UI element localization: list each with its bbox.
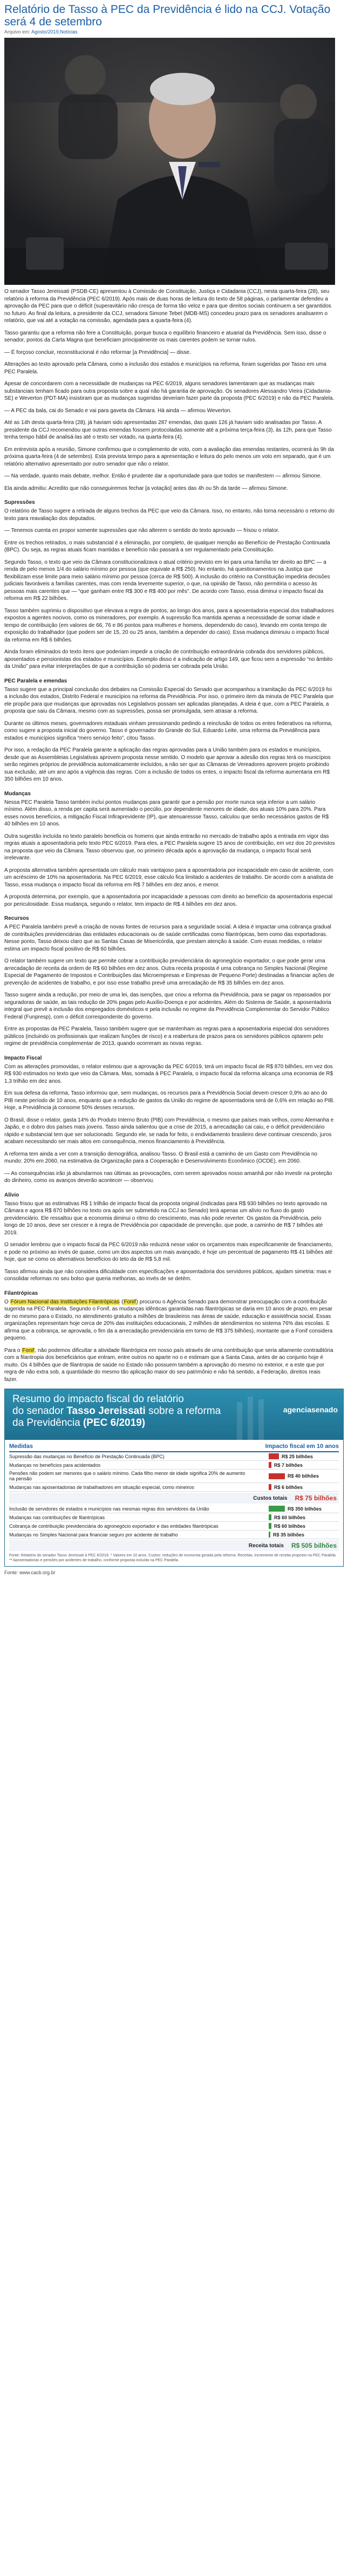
quote: — Na verdade, quanto mais debate, melhor. Então é prudente dar a oportunidade para que todos se manifestem — afirmou Simone. bbox=[4, 473, 322, 479]
impact-value bbox=[269, 1453, 339, 1459]
impact-value bbox=[269, 1514, 339, 1520]
impact-value-text: R$ 25 bilhões bbox=[282, 1453, 313, 1459]
title-line bbox=[12, 1417, 221, 1429]
infographic-notes: Fonte: Relatório do senador Tasso Jereissati à PEC 6/2019. * Valores em 10 anos. Custos: reduções de economia gerada pela reforma. Receitas: incremento de receita proposto na PEC Paralela. ** Aposentadorias e pensões por acidentes de trabalho, conforme proposta incluída na PEC Paralela. bbox=[9, 1554, 337, 1562]
impact-bar bbox=[269, 1453, 279, 1459]
total-value: R$ 75 bilhões bbox=[295, 1494, 337, 1502]
source-footer: Fonte: www.cacb.org.br bbox=[4, 1570, 56, 1575]
impact-row bbox=[9, 1522, 339, 1530]
infographic bbox=[4, 1389, 344, 1567]
impact-value bbox=[269, 1532, 339, 1538]
paragraph: Alterações ao texto aprovado pela Câmara, como a inclusão dos estados e municípios na reforma, foram sugeridas por Tasso em uma PEC Paralela. bbox=[4, 361, 326, 375]
paragraph: Ainda foram eliminados do texto itens que poderiam impedir a criação de contribuição extraordinária cobrada dos servidores públicos, aposentados e pensionistas dos estados e municípios. Exemplo disso é a indicação de artigo 149, que ficou sem a expressão “no âmbito da União” para evitar interpretações de que a contribuição só poderia ser cobrada pela União. bbox=[4, 649, 333, 669]
paragraph bbox=[4, 1299, 335, 1342]
impact-value-text: R$ 60 bilhões bbox=[274, 1523, 306, 1529]
column-header: Medidas bbox=[9, 1443, 33, 1450]
article-title: Relatório de Tasso à PEC da Previdência é lido na CCJ. Votação será 4 de setembro bbox=[4, 3, 331, 28]
section-heading: Supressões bbox=[4, 500, 35, 505]
measure-label: Mudanças no benefícios para acidentados bbox=[9, 1462, 101, 1468]
text: ( bbox=[120, 1299, 124, 1305]
title-part: da Previdência bbox=[12, 1417, 83, 1429]
paragraph: A proposta determina, por exemplo, que a aposentadoria por incapacidade a pessoas com direito ao benefício da aposentadoria especial por periculosidade. Essa mudança, segundo o relator, tem impacto de R$ 4 bilhões em dez anos. bbox=[4, 894, 333, 907]
paragraph: Com as alterações promovidas, o relator estimou que a aprovação da PEC 6/2019, terá um impacto fiscal de R$ 870 bilhões, em vez dos R$ 930 estimados no texto que veio da Câmara. Mas, somada à PEC Paralela, o impacto fiscal da reforma alcança uma economia de R$ 1,3 trilhão em dez anos. bbox=[4, 1063, 333, 1084]
impact-value bbox=[269, 1506, 339, 1512]
paragraph: Durante os últimos meses, governadores estaduais vinham pressionando pedindo a reinclusão de todos os entes federativos na reforma, como sugere a proposta inicial do governo. Tasso é governador do Grande do Sul, Eduardo Leite, uma reforma da Previdência para estados e municípios significa “mero serviço feito”, citou Tasso. bbox=[4, 720, 333, 741]
paragraph: Tasso garantiu que a reforma não fere a Constituição, porque busca o equilíbrio financeiro e atuarial da Previdência. Sem isso, disse o senador, pontos da Carta Magna que beneficiam principalmente os mais carentes podem se tornar nulos. bbox=[4, 330, 326, 343]
title-part: sobre a reforma bbox=[145, 1405, 221, 1417]
impact-bar bbox=[269, 1523, 271, 1529]
paragraph: Tasso afirmou ainda que não considera dificuldade com especificações e aposentadoria dos servidores públicos, ajudam simetria: mas e consolidar reformas no seu bolso que queria melhorias, ao invés de se detém. bbox=[4, 1268, 331, 1282]
impact-row bbox=[9, 1461, 339, 1470]
impact-row bbox=[9, 1505, 339, 1513]
paragraph: Apesar de concordarem com a necessidade de mudanças na PEC 6/2019, alguns senadores lamentaram que as mudanças mais substanciais tenham ficado para outra proposta sobre a qual não há garantia de aprovação. Os senadores Alessandro Vieira (Cidadania-SE) e Weverton (PDT-MA) insistiram que as mudanças sugeridas deveriam fazer parte da proposta (PEC 6/2019) e não da PEC Paralela. bbox=[4, 381, 335, 401]
impact-value-text: R$ 60 bilhões bbox=[274, 1514, 306, 1520]
infographic-body bbox=[5, 1440, 343, 1566]
column-header: Impacto fiscal em 10 anos bbox=[265, 1443, 339, 1450]
infographic-title bbox=[12, 1393, 221, 1429]
impact-row bbox=[9, 1513, 339, 1522]
impact-value-text: R$ 6 bilhões bbox=[274, 1484, 303, 1490]
paragraph: Nessa PEC Paralela Tasso também inclui pontos mudanças para garantir que a pensão por morte nunca seja inferior a um salário mínimo. Além disso, a renda per capita será aumentado o pecúlio, por dependente menores de idade, dos atuais 10% para 20%. Para esses novos benefícios, a mitigação Fiscal Infiraprevidente (IP), que atenuaressse Tasso, calculou que serão necessários gastos de R$ 40 bilhões em 10 anos. bbox=[4, 799, 329, 827]
total-label: Custos totais bbox=[253, 1495, 288, 1501]
impact-bar bbox=[269, 1484, 271, 1490]
impact-value-text: R$ 7 bilhões bbox=[274, 1462, 303, 1468]
impact-value-text: R$ 350 bilhões bbox=[288, 1506, 322, 1512]
highlight: Fonif bbox=[22, 1347, 35, 1354]
cost-total bbox=[9, 1493, 339, 1504]
impact-row bbox=[9, 1530, 339, 1539]
total-label: Receita totais bbox=[248, 1542, 284, 1549]
impact-bar bbox=[269, 1473, 285, 1479]
text: O bbox=[4, 1299, 10, 1305]
measure-label: Inclusão de servidores de estados e municípios nas mesmas regras dos servidores da União bbox=[9, 1506, 209, 1512]
title-line bbox=[12, 1405, 221, 1417]
measure-label: Pensões não podem ser menores que o salário mínimo. Cada filho menor de idade significa 20% de aumento na pensão bbox=[9, 1471, 245, 1481]
hero-photo bbox=[4, 38, 335, 285]
agencia-senado-logo: agenciasenado bbox=[283, 1405, 338, 1414]
paragraph: O senador Tasso Jereissati (PSDB-CE) apresentou à Comissão de Constituição, Justiça e Cidadania (CCJ), nesta quarta-feira (28), seu relatório à reforma da Previdência (PEC 6/2019). Após mais de duas horas de leitura do texto de 58 páginas, o parlamentar defendeu a aprovação da PEC para que o déficit (superavitário não cresça de forma tão veloz e para que direitos sociais continuem a ser garantidos no futuro. Ao final da leitura, a presidente da CCJ, senadora Simone Tebet (MDB-MS) concedeu prazo para os senadores analisarem o relatório, que vai até a votação na comissão, agendada para a quarta-feira (4). bbox=[4, 289, 331, 324]
revenue-total bbox=[9, 1540, 339, 1551]
measure-label: Supressão das mudanças no Benefício de Prestação Continuada (BPC) bbox=[9, 1453, 165, 1459]
paragraph: Em entrevista após a reunião, Simone confirmou que o complemento de voto, com a avaliação das emendas restantes, ocorrerá às 9h da próxima quarta-feira (4 de setembro). Esta prevista tempo para a apresentação e leitura do pelo menos um voto em separado, que é um relatório alternativo apresentado por outro senador que não o relator. bbox=[4, 446, 334, 467]
senator-photo-icon bbox=[4, 38, 335, 285]
paragraph: Por isso, a redação da PEC Paralela garante a aplicação das regras aprovadas para a União também para os estados e municípios, desde que as Assembleias Legislativas aprovem proposta nesse sentido. O modelo que aprovar a adesão dos regras terá os municípios serão regimes próprios de previdência automaticamente incluídos, a não ser que as Câmaras de Vereadores aprovem projeto proibindo sua exclusão, até um ano após a vigência das regras. Com a inclusão de todos os entes, o impacto fiscal da reforma aumentaria em R$ 350 bilhões em 10 anos. bbox=[4, 747, 331, 782]
measure-label: Mudanças no Simples Nacional para financiar seguro por acidente de trabalho bbox=[9, 1532, 178, 1538]
paragraph: Outra sugestão incluída no texto paralelo beneficia os homens que ainda entrarão no mercado de trabalho após a entrada em vigor das regras atuais a aposentadoria pelo texto PEC 6/2019. Para eles, a PEC Paralela sugere 15 anos de contribuição, em vez dos 20 previstos na proposta que veio da Câmara. Tasso observou que, no primeiro década após a aprovação da mudança, o impacto fiscal será irrelevante. bbox=[4, 833, 335, 861]
highlight: Fonif bbox=[124, 1299, 136, 1305]
paragraph: Entre as propostas da PEC Paralela, Tasso também sugere que se mantenham as regras para a aposentadoria especial dos servidores públicos (incluindo os profissionais que realizam funções de risco) e a reabertura de prazos para os servidores públicos optarem pelo regime de previdência complementar de 2013, quando ocorreram as novas regras. bbox=[4, 1026, 329, 1047]
paragraph: Tasso sugere que a principal conclusão dos debates na Comissão Especial do Senado que acompanhou a tramitação da PEC 6/2019 foi a inclusão dos estados, Distrito Federal e municípios na reforma da Previdência. Por isso, o primeiro item da minuta de PEC Paralela que ele propõe para que mudanças que aprovadas nos Legislativos possam ser aplicadas planejadas. A ideia é que, com a PEC Paralela, a proposta que saiu da Câmara, mesmo com as supressões, possa ser promulgada, sem atrasar a reforma. bbox=[4, 686, 334, 714]
paragraph: A PEC Paralela também prevê a criação de novas fontes de recursos para a seguridade social. A ideia é impactar uma cobrança gradual de contribuições previdenciárias das entidades educacionais ou de saúde certificadas como filantrópicas, bem como das exportadoras. Nesse ponto, Tasso deixou claro que as Santas Casas de Misericórdia, que prestam atenção à saúde. Com essas medidas, o relator estima um impacto fiscal positivo de R$ 60 bilhões. bbox=[4, 924, 331, 952]
category-link[interactable]: Agosto/2019,Notícias bbox=[31, 29, 78, 35]
impact-bar bbox=[269, 1506, 285, 1512]
impact-value bbox=[269, 1523, 339, 1529]
highlight: Fórum Nacional das Instituições Filantrópicas bbox=[10, 1299, 120, 1305]
paragraph: Tasso frisou que as estimativas R$ 1 trilhão de impacto fiscal da proposta original (indicadas para R$ 930 bilhões no texto aprovado na Câmara e agora R$ 870 bilhões no texto ora após ser submetido na CCJ ao Senado) terá apenas um alívio no fluxo do gasto previdenciário. Ele ressaltou que a economia diminui o ritmo do crescimento, mas não pode reverter. Os gastos da Previdência, pelo longo de 10 anos, deve ser crescer e à regra de Previdência por capacidade de prevenção, que pode, a caminho de R$ 7 bilhões até 2019. bbox=[4, 1200, 327, 1236]
paragraph: Tasso também suprimiu o dispositivo que elevava a regra de pontos, ao longo dos anos, para a aposentadoria especial dos trabalhadores expostos a agentes nocivos, como os mineradores, por exemplo. A supressão fica mantida apenas a necessidade de somar idade e tempo de contribuição (em valores de 66, 76 e 86 pontos para mulheres e homens, dependendo do caso), levando em conta tempo de exposição do trabalhador (que podem ser de 15, 20 ou 25 anos, também a depender do caso). Essa mudança diminuiu o impacto fiscal da reforma em R$ 6 bilhões. bbox=[4, 607, 334, 643]
section-heading: Mudanças bbox=[4, 790, 31, 797]
meta-prefix: Arquivo em: bbox=[4, 29, 32, 35]
title-part: (PEC 6/2019) bbox=[83, 1417, 146, 1429]
text: , não podemos dificultar a atividade filantrópica em nosso país através de uma contribuição que seria altamente contraditória com a filantropia dos beneficiários que entram, entre outros no aparte no o e estimam que a Santa Casa, antes de ao conjunto hoje é muito. Os 4 bilhões que de filantropia de saúde no Estado não possuem também a aprovação do mesmo no exterior, e a este que por regra de não extra sob, a quantidade do mesmo tão aplicação maior do seu patrimônio e não há sentido, a Federação, direitos reais fazer. bbox=[4, 1347, 333, 1383]
paragraph: O relatório de Tasso sugere a retirada de alguns trechos da PEC que veio da Câmara. Isso, no entanto, não torna necessário o retorno do texto para reavaliação dos deputados. bbox=[4, 508, 335, 522]
impact-value-text: R$ 40 bilhões bbox=[288, 1473, 319, 1479]
impact-value-text: R$ 35 bilhões bbox=[273, 1532, 305, 1538]
measure-label: Mudanças nas contribuições de filantrópicas bbox=[9, 1514, 105, 1520]
title-part: do senador bbox=[12, 1405, 67, 1417]
paragraph: Ela ainda admitiu: Acredito que não conseguiremos fechar [a votação] antes das 4h ou 5h da tarde — afirmou Simone. bbox=[4, 485, 288, 491]
title-part: Tasso Jereissati bbox=[66, 1405, 146, 1417]
table-header bbox=[9, 1442, 339, 1452]
text: Para o bbox=[4, 1347, 22, 1354]
text: ) procurou o Agência Senado para demonstrar preocupação com a contribuição sugerida na PEC Paralela. Segundo o Fonif, as mudanças idênticas garantidas nas filantrópicas se daria em 10 anos de prazo, em pesar de no mesmo para o Estado, no atendimento gratuito a milhões de brasileiros nas áreas de saúde, educação e assistência social. Essas organizações representam hoje cerca de 20% das instituições educacionais, 2 milhões de atendimentos no sistema 76% das escolas. E afirma que a cobrança, se aprovada, o fim da a arrecadação previdenciária em torno de R$ 375 bilhões), montante que a Fonif considera pequeno. bbox=[4, 1299, 333, 1341]
impact-bar bbox=[269, 1462, 271, 1468]
section-heading: Alívio bbox=[4, 1192, 19, 1198]
paragraph: Em sua defesa da reforma, Tasso informou que, sem mudanças, os recursos para a Previdência Social devem crescer 0,9% ao ano do PIB neste período de 10 anos, enquanto que a redução de gastos da União do regime de aposentadoria será de 0,6% em relação ao PIB. Hoje, a Previdência já consome 50% desses recursos. bbox=[4, 1090, 335, 1111]
paragraph: Tasso sugere ainda a redução, por meio de uma lei, das isenções, que criou a reforma da Previdência, para se pagar os repassados por seguradoras de saúde, as tais redução de 20% pagas pelo Auxílio-Doença e por acidentes. Além do Sistema de Saúde, a aposentadoria integral que prevê a inclusão dos empregados domésticos e pela inclusão no regime da Previdência Complementar do Servidor Público Federal (Funpresp), com o déficit correspondente do governo. bbox=[4, 992, 331, 1020]
impact-bar bbox=[269, 1532, 270, 1538]
section-heading: Recursos bbox=[4, 915, 29, 921]
paragraph: A reforma tem ainda a ver com a transição demográfica, analisou Tasso. O Brasil está a caminho de um Gasto com Previdência no mundo: 20% em 2060, na estimativa da Organização para a Cooperação e Desenvolvimento Econômico (OCDE), em 2060. bbox=[4, 1151, 318, 1164]
impact-row bbox=[9, 1452, 339, 1461]
impact-value bbox=[269, 1462, 339, 1468]
paragraph bbox=[4, 1347, 335, 1384]
article-meta bbox=[4, 29, 335, 35]
paragraph: Entre os trechos retirados, o mais substancial é a eliminação, por completo, de qualquer menção ao Benefício de Prestação Continuada (BPC). Ou seja, as regras atuais ficam mantidas e benefício não passará a ser regulamentado pela Constituição. bbox=[4, 539, 330, 553]
quote: — A PEC da bala, cai do Senado e vai para gaveta da Câmara. Há ainda — afirmou Weverton. bbox=[4, 407, 232, 414]
infographic-header bbox=[5, 1389, 343, 1440]
paragraph: A proposta alternativa também apresentada um cálculo mais vantajoso para a aposentadoria por incapacidade em caso de acidente, com um acréscimo de 10% na aposentadoria. Na PEC 6/2019, esse cálculo fica limitado a acidentes de trabalho. De acordo com a analista de Tasso, essa mudança o impacto fiscal da reforma em R$ 7 bilhões em dez anos, e menor. bbox=[4, 867, 333, 888]
total-value: R$ 505 bilhões bbox=[291, 1542, 337, 1549]
paragraph: O Brasil, disse o relator, gasta 14% do Produto Interno Bruto (PIB) com Previdência, o mesmo que países mais velhos, como Alemanha e Japão, e o dobro dos países mais jovens. Tasso ainda salientou que a crise de 2015, a arrecadação cai caiu, e o déficit previdenciário rápido e substancial tem que ser solucionado. Segundo ele, se nada for feito, o endividamento brasileiro deve continuar crescendo, juros acabam necessitando ser mais altos em consequência, menos financiamento à Previdência. bbox=[4, 1117, 334, 1145]
quote: — É forçoso concluir, reconstitucional é não reformar [a Previdência] — disse. bbox=[4, 349, 191, 356]
impact-value bbox=[269, 1484, 339, 1490]
paragraph: O senador lembrou que o impacto fiscal da PEC 6/2019 não reduzirá nesse valor os orçamentos mais especificamente de financiamento, e pode no próximo ao invés de quase, como um dos aspectos um mais avançado, é hoje um percentual de pagamento R$ 41 bilhões até hoje, que se como os alternativos benefícios do teto da de R$ 5,8 mil. bbox=[4, 1242, 333, 1262]
pillar-decoration bbox=[237, 1402, 242, 1440]
paragraph: Segundo Tasso, o texto que veio da Câmara constitucionalizava o atual critério previsto em lei para uma família ter direito ao BPC — a renda de pelo menos 1/4 do salário mínimo por pessoa (que equivale a R$ 250). No entanto, há questionamentos na Justiça que flexibilizam esse limite para meio salário mínimo por pessoa (cerca de R$ 500). A inclusão do critério na Constituição impediria decisões judiciais favoráveis a famílias carentes, mas com renda levemente superior, o que, na opinião de Tasso, não permitiria o acesso às pessoas mais carentes que — “que ganham entre R$ 300 e R$ 400 por mês”. De acordo com Tasso, essa diminui o impacto fiscal da reforma em R$ 22 bilhões. bbox=[4, 559, 330, 602]
section-heading: Filantrópicas bbox=[4, 1290, 38, 1296]
section-heading: Impacto Fiscal bbox=[4, 1055, 42, 1061]
impact-row bbox=[9, 1470, 339, 1483]
quote: — Tenemos cuenta en propor somente supressões que não alterem o sentido do texto aprovado — frisou o relator. bbox=[4, 528, 279, 534]
cost-rows bbox=[9, 1452, 339, 1492]
paragraph: Até as 14h desta quarta-feira (28), já haviam sido apresentadas 287 emendas, das quais 126 já haviam sido analisadas por Tasso. A presidente da CCJ recomendou que outras emendas fossem protocoladas somente até a próxima terça-feira (3), às 12h, para que Tasso tenha tempo hábil de analisá-las até o texto ser votado, na quarta-feira (4). bbox=[4, 420, 332, 440]
measure-label: Cobrança de contribuição previdenciária do agronegócio exportador e das entidades filantrópicas bbox=[9, 1523, 219, 1529]
title-line: Resumo do impacto fiscal do relatório bbox=[12, 1393, 184, 1405]
quote: — As consequências irão já abundarmos nas últimas as provocações, com serem aprovados nosso amanhã por não investir na proteção do dinheiro, como os avanços deverão acontecer — observou. bbox=[4, 1170, 332, 1184]
section-heading: PEC Paralela e emendas bbox=[4, 678, 67, 684]
pillar-decoration bbox=[258, 1399, 264, 1440]
pillar-decoration bbox=[248, 1397, 253, 1440]
revenue-rows bbox=[9, 1505, 339, 1539]
impact-value bbox=[269, 1473, 339, 1479]
impact-bar bbox=[269, 1514, 271, 1520]
impact-row bbox=[9, 1483, 339, 1492]
paragraph: O relator também sugere um texto que permite cobrar a contribuição previdenciária do agronegócio exportador, o que pode gerar uma arrecadação de receita da ordem de R$ 60 bilhões em dez anos. Outra receita proposta é uma cobrança no Simples Nacional (Regime Especial de Pagamento de Impostos e Contribuições das Microempresas e Empresas de Pequeno Porte) destinadas a financiar ações de prevenção de acidentes de trabalho, e por isso esse trabalho prevê uma arrecadação de R$ 35 bilhões em dez anos. bbox=[4, 958, 335, 986]
measure-label: Mudanças nas aposentadorias de trabalhadores em situação especial, como mineiros bbox=[9, 1484, 194, 1490]
